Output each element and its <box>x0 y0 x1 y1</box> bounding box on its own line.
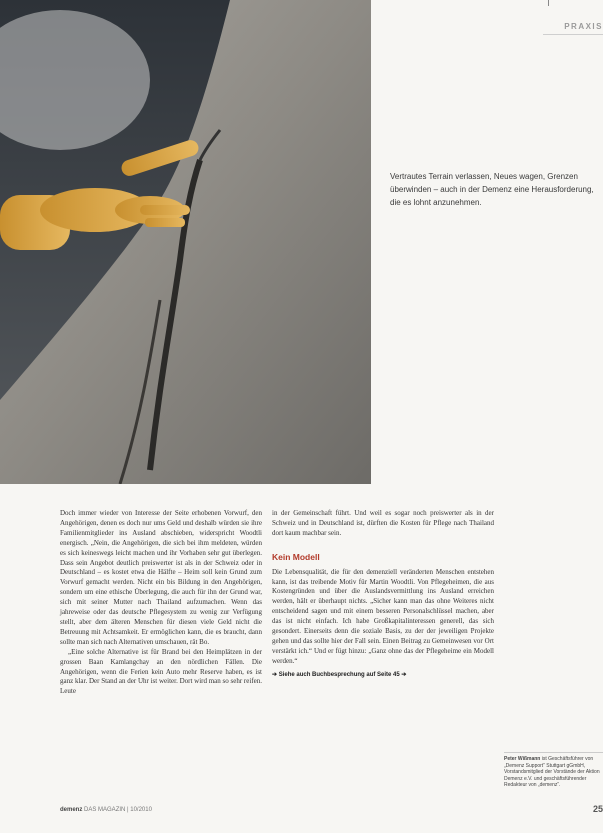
author-bio-text: ist Geschäftsführer von „Demenz Support“ Stuttgart gGmbH, Vorstandsmitglied der Vorstände der Aktion Demenz e.V. und geschäftsführender Redakteur von „demenz“. <box>504 756 600 789</box>
climbing-mannequin-photo-icon <box>0 0 371 484</box>
author-bio <box>504 752 603 789</box>
footer <box>60 807 152 813</box>
photo-caption: Vertrautes Terrain verlassen, Neues wagen, Grenzen überwinden – auch in der Demenz eine Herausforderung, die es lohnt anzunehmen. <box>390 172 594 207</box>
body-column-2 <box>272 509 494 681</box>
subheading: Kein Modell <box>272 551 320 562</box>
top-marker <box>548 0 549 6</box>
section-label: PRAXIS <box>564 22 603 31</box>
issue-info: DAS MAGAZIN | 10/2010 <box>84 807 152 813</box>
paragraph: Doch immer wieder von Interesse der Seite erhobenen Vorwurf, den Angehörigen, denen es doch nur ums Geld und deshalb würden sie ihre Familienmitglieder ins Ausland abschieben, widerspricht Woodtli energisch. „Nein, die Angehörigen, die sich bei ihm meldeten, würden es sich keineswegs leicht machen und ihr Vorhaben sehr gut überlegen. Dass sein Angebot deutlich preiswerter ist als in der Schweiz oder in Deutschland – es kostet etwa die Hälfte – Heim soll kein Grund zum Vorwurf gemacht werden. Nicht ein bis Bildung in den Angehörigen, sondern um eine ethische Überlegung, die auch für ihn der Grund war, sich mit seiner Mutter nach Thailand aufzumachen. Wenn das jahreweise oder das deutsche Pflegesystem zu wenig zur Verfügung stellt, aber dem älteren Menschen für diesen viele Geld nicht die Betreuung mit Achtsamkeit. Er ermöglichen kann, die es braucht, dann sollte man sich nach Alternativen umschauen, rät Bo. <box>60 509 262 646</box>
hero-photo <box>0 0 371 484</box>
paragraph: in der Gemeinschaft führt. Und weil es sogar noch preiswerter als in der Schweiz und in Deutschland ist, dürften die Kosten für Pflege nach Thailand dort kaum machbar sein. <box>272 509 494 537</box>
paragraph: Die Lebensqualität, die für den demenziell veränderten Menschen entstehen kann, ist das treibende Motiv für Martin Woodtli. Von Pflegeheimen, die aus Kostengründen und über die Auslandsvermittlung ins Ausland erreichen werden, hält er überhaupt nichts. „Sicher kann man das ohne Weiteres nicht entscheidend sagen und mit einem besseren Personalschlüssel machen, aber das ist nicht einfach. Ich habe Großkapitalinteressen generell, das sich gesondert. Einerseits denn die soziale Basis, zu der der jeweiligen Projekte gehen und das sollte hier der Fall sein. Einen Beitrag zu Gemeinwesen vor Ort verstärkt ich.“ Und er fügt hinzu: „Ganz ohne das der Pflegeheime ein Modell werden.“ <box>272 567 494 665</box>
cross-reference: ➔ Siehe auch Buchbesprechung auf Seite 45 ➔ <box>272 671 407 678</box>
header-rule <box>543 34 603 35</box>
magazine-name: demenz <box>60 807 83 813</box>
author-name: Peter Wißmann <box>504 756 541 762</box>
page-number: 25 <box>592 804 603 814</box>
body-column-1 <box>60 509 262 697</box>
paragraph: „Eine solche Alternative ist für Brand bei den Heimplätzen in der grossen Baan Kamlangchay an den nördlichen Fällen. Die Angehörigen, wenn die Ferien kein Auto mehr Reserve haben, es ist ganz klar. Der Stand an der Uhr ist weiter. Dort wird man so sehr reifen. Leute <box>60 647 262 696</box>
